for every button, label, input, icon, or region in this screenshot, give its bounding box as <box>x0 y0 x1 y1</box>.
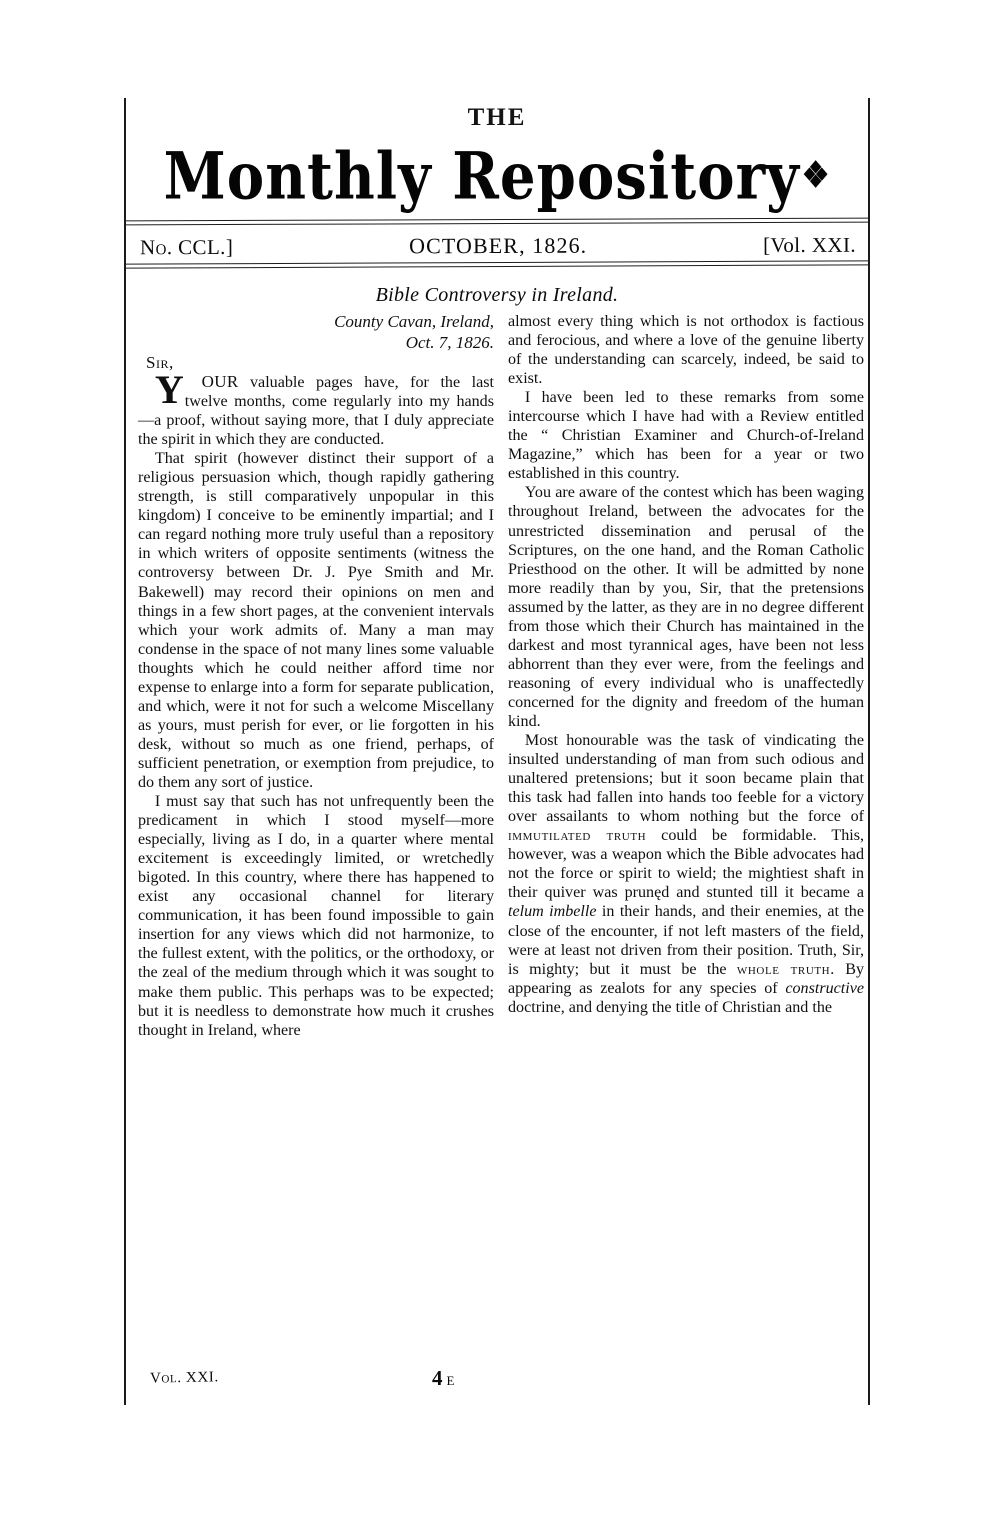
right-column <box>508 312 864 1040</box>
paragraph-almost-every-thing: almost every thing which is not orthodox is factious and ferocious, and where a love of the genuine liberty of the understanding can scarcely, indeed, be said to exist. <box>508 313 864 388</box>
paragraph-opening <box>138 367 494 449</box>
salutation: Sir, <box>146 353 174 372</box>
most-honourable-text-5: doctrine, and denying the title of Christian and the <box>508 998 833 1016</box>
dateline-date: Oct. 7, 1826. <box>405 333 494 352</box>
lead-caps: OUR <box>201 372 239 391</box>
footer-volume: Vol. XXI. <box>149 1369 219 1387</box>
masthead-the-label: THE <box>467 104 527 131</box>
most-honourable-text-1: Most honourable was the task of vindicating the insulted understanding of man from such odious and unaltered pretensions; but it soon became plain that this task had fallen into hands too feeble for a victory over assailants to whom nothing but the force of <box>508 732 864 826</box>
masthead <box>124 100 870 214</box>
issue-volume: [Vol. XXI. <box>763 232 857 258</box>
most-honourable-text-4: By appearing as zealots for any species of <box>508 960 864 997</box>
paragraph-that-spirit: That spirit (however distinct their support of a religious persuasion which, though rapidly gathering strength, is still comparatively unpopular in this kingdom) I conceive to be eminently impartial; and I can regard nothing more truly useful than a repository in which writers of opposite sentiments (witness the controversy between Dr. J. Pye Smith and Mr. Bakewell) may record their opinions on men and things in a few short pages, at the convenient intervals which your work admits of. Many a man may condense in the space of not many lines some valuable thoughts which he could neither afford time nor expense to enlarge into a form for separate publication, and which, were it not for such a welcome Miscellany as yours, must perish for ever, or lie forgotten in his desk, without so much as one friend, perhaps, of sufficient penetration, or exemption from prejudice, to do them any sort of justice. <box>138 450 494 791</box>
issue-line <box>140 232 856 260</box>
smallcaps-immutilated-truth: immutilated truth <box>508 827 647 845</box>
issue-number: No. CCL.] <box>139 234 234 260</box>
issue-date: OCTOBER, 1826. <box>409 232 588 259</box>
drop-cap-letter: Y <box>154 367 184 412</box>
journal-title <box>117 137 878 214</box>
article-title: Bible Controversy in Ireland. <box>375 284 619 306</box>
most-honourable-text-3: in their hands, and their enemies, at the close of the encounter, if not left masters of the field, were at least not driven from their position. Truth, Sir, is mighty; but it must be the <box>508 903 865 978</box>
smallcaps-whole-truth: whole truth. <box>736 960 835 978</box>
paragraph-i-have-been-led: I have been led to these remarks from some intercourse which I have had with a Review entitled the “ Christian Examiner and Church-of-Ireland Magazine,” which has been for a year or two established in this country. <box>508 389 864 483</box>
paragraph-i-must-say: I must say that such has not unfrequently been the predicament in which I stood myself—more especially, living as I do, in a quarter where mental excitement is exceedingly limited, or wretchedly bigoted. In this country, where there has happened to exist any occasional channel for literary communication, it has been found impossible to gain insertion for any views which did not harmonize, to the fullest extent, with the politics, or the orthodoxy, or the zeal of the medium through which it was sought to make them public. This perhaps was to be expected; but it is needless to demonstrate how much it crushes thought in Ireland, where <box>138 793 494 1039</box>
paragraph-opening-text: valuable pages have, for the last twelve months, come regularly into my hands—a proof, without saying more, that I duly appreciate the spirit in which they are conducted. <box>138 374 494 449</box>
most-honourable-text-2: could be formidable. This, however, was a weapon which the Bible advocates had not the force or spirit to wield; the mightiest shaft in their quiver was prunęd and stunted till it became a <box>508 827 865 902</box>
signature-letter: E <box>446 1373 455 1388</box>
article-body-columns <box>138 312 864 1040</box>
dateline-place: County Cavan, Ireland, <box>334 312 494 331</box>
ornament-diamond-icon: ❖ <box>801 154 831 197</box>
signature-number: 4 <box>432 1366 443 1390</box>
footer-signature <box>432 1366 454 1391</box>
italic-constructive: constructive <box>785 979 864 997</box>
italic-telum-imbelle: telum imbelle <box>508 903 597 921</box>
paragraph-most-honourable <box>508 731 864 1017</box>
journal-title-text: Monthly Repository <box>163 137 800 214</box>
paragraph-you-are-aware: You are aware of the contest which has been waging throughout Ireland, between the advocates for the unrestricted dissemination and perusal of the Scriptures, on the one hand, and the Roman Catholic Priesthood on the other. It will be admitted by none more readily than by you, Sir, that the pretensions assumed by the latter, as they are in no degree different from those which their Church has maintained in the darkest and most tyrannical ages, have been not less abhorrent than they ever were, from the feelings and reasoning of every individual who is unaffectedly concerned for the dignity and freedom of the human kind. <box>508 484 864 730</box>
left-column <box>138 312 494 1040</box>
